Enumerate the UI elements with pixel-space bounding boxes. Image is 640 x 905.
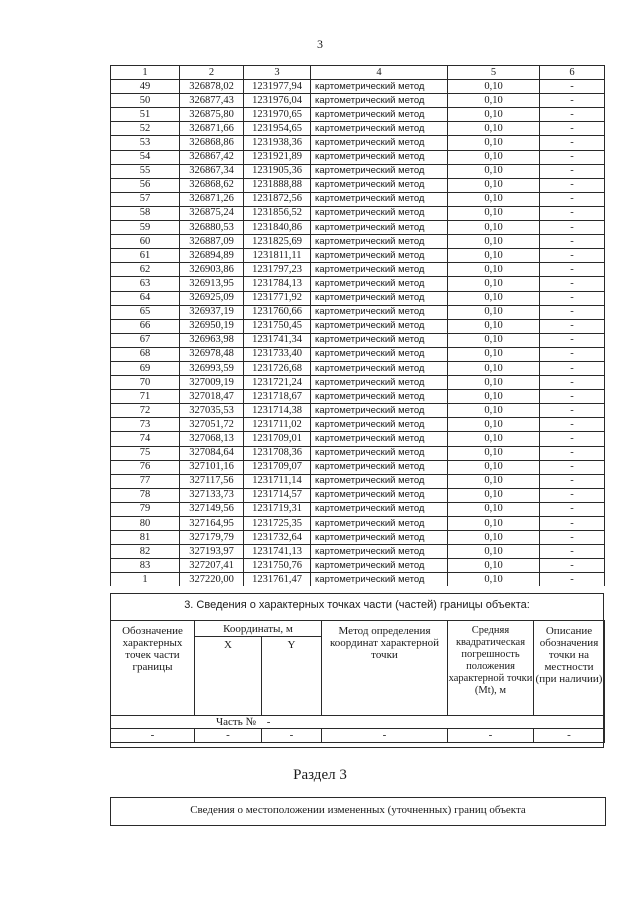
table-row — [111, 347, 605, 361]
table-row — [111, 488, 605, 502]
table-cell: картометрический метод — [311, 404, 448, 418]
table-cell: 326875,24 — [180, 206, 244, 220]
table-cell: 326867,42 — [180, 150, 244, 164]
table-cell: 326978,48 — [180, 347, 244, 361]
table-row — [111, 390, 605, 404]
table-cell: - — [540, 390, 605, 404]
col-error-header: Средняя квадратическая погрешность положения характерной точки (Mt), м — [448, 621, 534, 716]
table-cell: 50 — [111, 94, 180, 108]
table-cell: - — [540, 376, 605, 390]
table-cell: - — [540, 531, 605, 545]
table-row — [111, 122, 605, 136]
table-cell: - — [540, 347, 605, 361]
table-cell: 0,10 — [448, 517, 540, 531]
dash-cell: - — [195, 729, 262, 743]
table-cell: 326913,95 — [180, 277, 244, 291]
table-cell: 1231771,92 — [244, 291, 311, 305]
table-cell: картометрический метод — [311, 206, 448, 220]
col-description-header: Описание обозначения точки на местности (при наличии) — [534, 621, 605, 716]
table-cell: - — [540, 333, 605, 347]
table-cell: 56 — [111, 178, 180, 192]
table-cell: 0,10 — [448, 291, 540, 305]
table-cell: - — [540, 502, 605, 516]
table-cell: 1231761,47 — [244, 573, 311, 587]
dash-cell: - — [262, 729, 322, 743]
table-cell: 327018,47 — [180, 390, 244, 404]
table-cell: 67 — [111, 333, 180, 347]
section3-title: 3. Сведения о характерных точках части (частей) границы объекта: — [184, 599, 530, 611]
table-cell: 0,10 — [448, 150, 540, 164]
table-cell: 0,10 — [448, 122, 540, 136]
parts-header-row — [111, 621, 605, 637]
table-cell: 326875,80 — [180, 108, 244, 122]
table-cell: - — [540, 263, 605, 277]
table-cell: 326877,43 — [180, 94, 244, 108]
table-cell: 49 — [111, 80, 180, 94]
table-cell: 0,10 — [448, 277, 540, 291]
table-cell: 327220,00 — [180, 573, 244, 587]
table-cell: 0,10 — [448, 94, 540, 108]
table-row — [111, 474, 605, 488]
table-cell: - — [540, 192, 605, 206]
coordinates-table — [110, 65, 605, 586]
dash-cell: - — [534, 729, 605, 743]
table-cell: картометрический метод — [311, 390, 448, 404]
table-cell: 0,10 — [448, 404, 540, 418]
table-cell: картометрический метод — [311, 446, 448, 460]
table-cell: 326925,09 — [180, 291, 244, 305]
table-cell: 0,10 — [448, 376, 540, 390]
table-cell: 326887,09 — [180, 235, 244, 249]
table-cell: 1231733,40 — [244, 347, 311, 361]
table-cell: 1231725,35 — [244, 517, 311, 531]
table-cell: - — [540, 249, 605, 263]
table-cell: 51 — [111, 108, 180, 122]
table-cell: - — [540, 404, 605, 418]
table-cell: 62 — [111, 263, 180, 277]
table-row — [111, 235, 605, 249]
table-cell: 0,10 — [448, 488, 540, 502]
table-cell: - — [540, 361, 605, 375]
table-row — [111, 178, 605, 192]
table-cell: 1231741,13 — [244, 545, 311, 559]
table-cell: картометрический метод — [311, 559, 448, 573]
table-cell: 66 — [111, 319, 180, 333]
table-row — [111, 305, 605, 319]
table-cell: 1231709,01 — [244, 432, 311, 446]
table-cell: 0,10 — [448, 263, 540, 277]
table-cell: 83 — [111, 559, 180, 573]
table-row — [111, 333, 605, 347]
table-cell: картометрический метод — [311, 94, 448, 108]
table-cell: 1231708,36 — [244, 446, 311, 460]
table-cell: 1231750,76 — [244, 559, 311, 573]
section-heading: Раздел 3 — [293, 767, 347, 783]
table-cell: 60 — [111, 235, 180, 249]
table-cell: 1231954,65 — [244, 122, 311, 136]
table-cell: 327084,64 — [180, 446, 244, 460]
table-cell: картометрический метод — [311, 333, 448, 347]
table-cell: картометрический метод — [311, 263, 448, 277]
table-cell: 69 — [111, 361, 180, 375]
table-cell: 327117,56 — [180, 474, 244, 488]
table-cell: 327009,19 — [180, 376, 244, 390]
table-row — [111, 277, 605, 291]
table-cell: 64 — [111, 291, 180, 305]
table-cell: 327193,97 — [180, 545, 244, 559]
table-cell: - — [540, 94, 605, 108]
table-cell: 1231726,68 — [244, 361, 311, 375]
table-cell: 0,10 — [448, 418, 540, 432]
table-cell: 55 — [111, 164, 180, 178]
column-number-cell: 6 — [540, 66, 605, 80]
table-cell: 54 — [111, 150, 180, 164]
table-cell: 0,10 — [448, 136, 540, 150]
table-cell: - — [540, 136, 605, 150]
table-cell: картометрический метод — [311, 80, 448, 94]
table-cell: картометрический метод — [311, 178, 448, 192]
table-cell: - — [540, 305, 605, 319]
parts-dash-row — [111, 729, 605, 743]
table-cell: - — [540, 488, 605, 502]
table-cell: 1231938,36 — [244, 136, 311, 150]
table-row — [111, 221, 605, 235]
table-cell: 57 — [111, 192, 180, 206]
table-row — [111, 319, 605, 333]
table-cell: 1231872,56 — [244, 192, 311, 206]
table-cell: 1231714,38 — [244, 404, 311, 418]
table-cell: 68 — [111, 347, 180, 361]
table-row — [111, 136, 605, 150]
table-cell: 327207,41 — [180, 559, 244, 573]
table-row — [111, 150, 605, 164]
column-number-cell: 2 — [180, 66, 244, 80]
table-cell: картометрический метод — [311, 531, 448, 545]
table-cell: 1231709,07 — [244, 460, 311, 474]
table-cell: картометрический метод — [311, 305, 448, 319]
table-cell: картометрический метод — [311, 517, 448, 531]
table-cell: - — [540, 277, 605, 291]
table-cell: 1231976,04 — [244, 94, 311, 108]
table-cell: 326878,02 — [180, 80, 244, 94]
table-cell: 79 — [111, 502, 180, 516]
table-row — [111, 531, 605, 545]
table-cell: 0,10 — [448, 347, 540, 361]
table-cell: картометрический метод — [311, 192, 448, 206]
table-cell: 0,10 — [448, 192, 540, 206]
table-cell: 0,10 — [448, 446, 540, 460]
table-cell: 1231825,69 — [244, 235, 311, 249]
table-row — [111, 376, 605, 390]
table-cell: картометрический метод — [311, 221, 448, 235]
table-cell: 65 — [111, 305, 180, 319]
table-cell: 59 — [111, 221, 180, 235]
table-cell: 0,10 — [448, 432, 540, 446]
table-cell: - — [540, 291, 605, 305]
table-cell: 74 — [111, 432, 180, 446]
table-cell: 326868,62 — [180, 178, 244, 192]
table-cell: 0,10 — [448, 545, 540, 559]
table-cell: 0,10 — [448, 390, 540, 404]
table-cell: 78 — [111, 488, 180, 502]
table-cell: 326880,53 — [180, 221, 244, 235]
dash-cell: - — [322, 729, 448, 743]
table-row — [111, 573, 605, 587]
table-cell: - — [540, 474, 605, 488]
table-cell: - — [540, 418, 605, 432]
table-cell: картометрический метод — [311, 545, 448, 559]
part-number-row — [111, 716, 605, 729]
table-cell: - — [540, 545, 605, 559]
table-row — [111, 164, 605, 178]
changed-boundaries-box — [110, 797, 606, 826]
table-cell: 1231977,94 — [244, 80, 311, 94]
table-cell: - — [540, 108, 605, 122]
table-cell: 326963,98 — [180, 333, 244, 347]
table-row — [111, 418, 605, 432]
column-number-cell: 3 — [244, 66, 311, 80]
table-cell: 0,10 — [448, 333, 540, 347]
table-row — [111, 263, 605, 277]
col-coordinates-header: Координаты, м — [195, 621, 322, 637]
table-header-row — [111, 66, 605, 80]
table-cell: 326950,19 — [180, 319, 244, 333]
table-row — [111, 545, 605, 559]
table-cell: 326871,66 — [180, 122, 244, 136]
table-cell: 327051,72 — [180, 418, 244, 432]
page-number: 3 — [317, 37, 323, 51]
table-cell: 0,10 — [448, 474, 540, 488]
table-cell: 0,10 — [448, 460, 540, 474]
table-cell: 1231921,89 — [244, 150, 311, 164]
table-cell: картометрический метод — [311, 108, 448, 122]
table-cell: 58 — [111, 206, 180, 220]
table-cell: 0,10 — [448, 531, 540, 545]
dash-cell: - — [448, 729, 534, 743]
table-cell: картометрический метод — [311, 474, 448, 488]
table-cell: 0,10 — [448, 361, 540, 375]
table-cell: - — [540, 206, 605, 220]
table-cell: - — [540, 559, 605, 573]
table-cell: - — [540, 517, 605, 531]
table-cell: 71 — [111, 390, 180, 404]
table-cell: картометрический метод — [311, 150, 448, 164]
table-cell: 1231718,67 — [244, 390, 311, 404]
table-cell: 1231721,24 — [244, 376, 311, 390]
column-number-cell: 4 — [311, 66, 448, 80]
col-method-header: Метод определения координат характерной точки — [322, 621, 448, 716]
table-cell: 1231840,86 — [244, 221, 311, 235]
dash-cell: - — [111, 729, 195, 743]
table-cell: картометрический метод — [311, 136, 448, 150]
table-cell: 1231714,57 — [244, 488, 311, 502]
table-cell: 52 — [111, 122, 180, 136]
table-cell: 1231811,11 — [244, 249, 311, 263]
table-row — [111, 108, 605, 122]
table-cell: 82 — [111, 545, 180, 559]
table-row — [111, 460, 605, 474]
table-cell: 0,10 — [448, 80, 540, 94]
table-row — [111, 206, 605, 220]
table-cell: картометрический метод — [311, 573, 448, 587]
table-cell: - — [540, 446, 605, 460]
table-cell: 73 — [111, 418, 180, 432]
table-cell: картометрический метод — [311, 319, 448, 333]
table-cell: картометрический метод — [311, 460, 448, 474]
table-cell: 327133,73 — [180, 488, 244, 502]
table-cell: 1231970,65 — [244, 108, 311, 122]
table-cell: 326937,19 — [180, 305, 244, 319]
table-cell: 327035,53 — [180, 404, 244, 418]
section3-parts-block — [110, 593, 604, 748]
table-cell: картометрический метод — [311, 164, 448, 178]
table-cell: картометрический метод — [311, 347, 448, 361]
table-cell: 1231760,66 — [244, 305, 311, 319]
table-cell: - — [540, 573, 605, 587]
table-row — [111, 432, 605, 446]
table-cell: картометрический метод — [311, 488, 448, 502]
table-cell: 0,10 — [448, 573, 540, 587]
table-cell: 1231741,34 — [244, 333, 311, 347]
table-cell: 326871,26 — [180, 192, 244, 206]
table-cell: 326993,59 — [180, 361, 244, 375]
table-cell: 1231905,36 — [244, 164, 311, 178]
table-cell: картометрический метод — [311, 249, 448, 263]
table-row — [111, 446, 605, 460]
table-cell: 0,10 — [448, 235, 540, 249]
table-row — [111, 94, 605, 108]
table-cell: - — [540, 319, 605, 333]
table-cell: 53 — [111, 136, 180, 150]
table-cell: 0,10 — [448, 164, 540, 178]
table-cell: - — [540, 164, 605, 178]
part-value: - — [266, 716, 271, 728]
table-cell: 80 — [111, 517, 180, 531]
column-number-cell: 1 — [111, 66, 180, 80]
col-designation-header: Обозначение характерных точек части границы — [111, 621, 195, 716]
table-row — [111, 404, 605, 418]
table-cell: картометрический метод — [311, 361, 448, 375]
table-cell: 1231750,45 — [244, 319, 311, 333]
table-cell: 1 — [111, 573, 180, 587]
table-cell: 0,10 — [448, 108, 540, 122]
table-cell: 75 — [111, 446, 180, 460]
table-cell: картометрический метод — [311, 122, 448, 136]
table-cell: 1231732,64 — [244, 531, 311, 545]
table-cell: 61 — [111, 249, 180, 263]
col-x-header: X — [195, 637, 262, 716]
table-cell: 327164,95 — [180, 517, 244, 531]
table-cell: - — [540, 460, 605, 474]
table-cell: 63 — [111, 277, 180, 291]
col-y-header: Y — [262, 637, 322, 716]
table-cell: картометрический метод — [311, 291, 448, 305]
table-cell: 0,10 — [448, 559, 540, 573]
column-number-cell: 5 — [448, 66, 540, 80]
table-cell: 326868,86 — [180, 136, 244, 150]
table-cell: 0,10 — [448, 206, 540, 220]
table-cell: 1231856,52 — [244, 206, 311, 220]
part-label: Часть № — [216, 716, 256, 728]
table-cell: 326867,34 — [180, 164, 244, 178]
table-cell: - — [540, 122, 605, 136]
table-cell: 0,10 — [448, 502, 540, 516]
table-cell: картометрический метод — [311, 432, 448, 446]
table-cell: 327101,16 — [180, 460, 244, 474]
table-cell: 327179,79 — [180, 531, 244, 545]
table-cell: 0,10 — [448, 249, 540, 263]
table-row — [111, 502, 605, 516]
table-cell: 76 — [111, 460, 180, 474]
table-cell: картометрический метод — [311, 418, 448, 432]
table-cell: 326894,89 — [180, 249, 244, 263]
table-cell: 72 — [111, 404, 180, 418]
table-cell: - — [540, 178, 605, 192]
table-row — [111, 192, 605, 206]
table-cell: 0,10 — [448, 221, 540, 235]
table-cell: 70 — [111, 376, 180, 390]
table-cell: - — [540, 80, 605, 94]
table-row — [111, 80, 605, 94]
table-cell: картометрический метод — [311, 235, 448, 249]
table-cell: 1231711,02 — [244, 418, 311, 432]
table-cell: 1231784,13 — [244, 277, 311, 291]
table-row — [111, 249, 605, 263]
table-cell: 1231797,23 — [244, 263, 311, 277]
table-cell: - — [540, 150, 605, 164]
table-cell: - — [540, 235, 605, 249]
table-row — [111, 517, 605, 531]
table-cell: 0,10 — [448, 319, 540, 333]
table-cell: - — [540, 221, 605, 235]
table-row — [111, 559, 605, 573]
parts-table — [110, 620, 605, 743]
table-cell: 326903,86 — [180, 263, 244, 277]
table-cell: картометрический метод — [311, 376, 448, 390]
table-row — [111, 291, 605, 305]
table-cell: 0,10 — [448, 305, 540, 319]
table-cell: 77 — [111, 474, 180, 488]
table-cell: 327068,13 — [180, 432, 244, 446]
table-cell: 1231888,88 — [244, 178, 311, 192]
table-row — [111, 361, 605, 375]
table-cell: картометрический метод — [311, 277, 448, 291]
table-cell: 81 — [111, 531, 180, 545]
table-cell: 0,10 — [448, 178, 540, 192]
table-cell: картометрический метод — [311, 502, 448, 516]
table-cell: 1231719,31 — [244, 502, 311, 516]
table-cell: 327149,56 — [180, 502, 244, 516]
changed-boundaries-title: Сведения о местоположении измененных (уточненных) границ объекта — [190, 804, 526, 816]
table-cell: 1231711,14 — [244, 474, 311, 488]
table-cell: - — [540, 432, 605, 446]
